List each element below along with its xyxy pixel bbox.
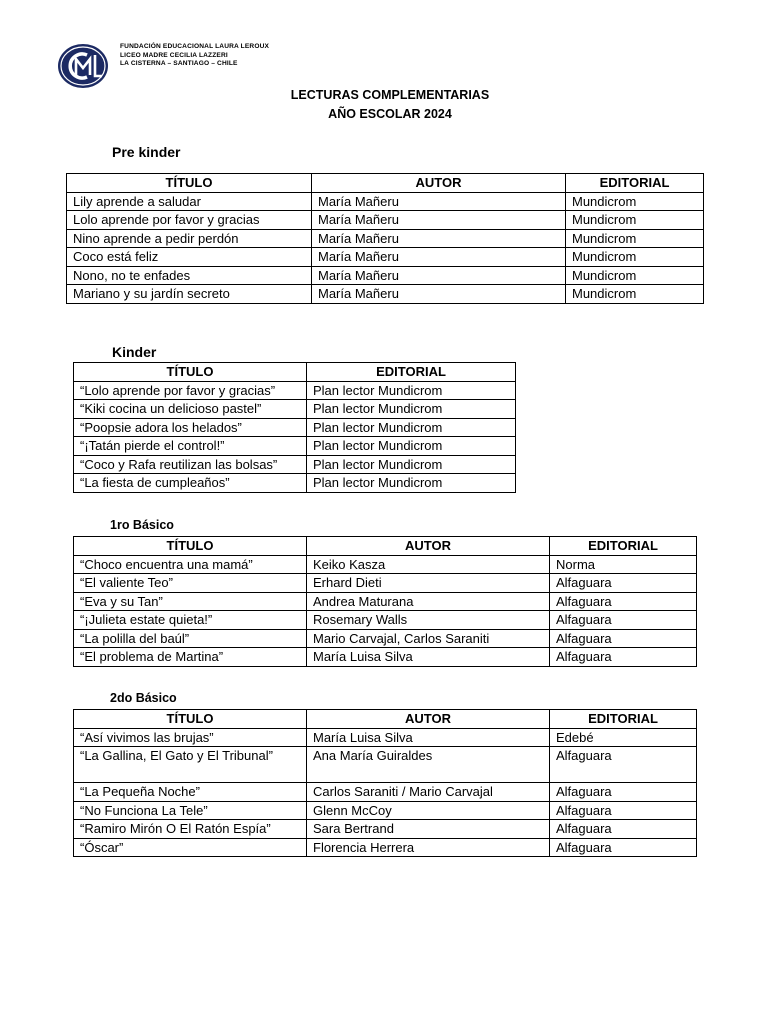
cell-editorial: Alfaguara: [550, 648, 697, 667]
cell-titulo: “El problema de Martina”: [74, 648, 307, 667]
table-row: [74, 474, 516, 493]
cell-titulo: “Óscar”: [74, 838, 307, 857]
cell-editorial: Mundicrom: [566, 192, 704, 211]
cell-autor: Sara Bertrand: [307, 820, 550, 839]
header-autor: AUTOR: [307, 710, 550, 729]
table-row: [74, 629, 697, 648]
header-editorial: EDITORIAL: [307, 363, 516, 382]
table-prekinder: [66, 173, 704, 304]
cell-autor: Glenn McCoy: [307, 801, 550, 820]
cell-titulo: Lily aprende a saludar: [67, 192, 312, 211]
cell-autor: María Mañeru: [312, 229, 566, 248]
cell-titulo: “Lolo aprende por favor y gracias”: [74, 381, 307, 400]
table-2do-basico: [73, 709, 697, 857]
cell-autor: Andrea Maturana: [307, 592, 550, 611]
table-row: [67, 229, 704, 248]
cell-editorial: Alfaguara: [550, 747, 697, 783]
cell-autor: Ana María Guiraldes: [307, 747, 550, 783]
table-header-row: [74, 363, 516, 382]
table-row: [67, 248, 704, 267]
cell-editorial: Plan lector Mundicrom: [307, 437, 516, 456]
cell-autor: María Luisa Silva: [307, 728, 550, 747]
cell-editorial: Mundicrom: [566, 266, 704, 285]
cell-editorial: Mundicrom: [566, 248, 704, 267]
cell-titulo: “Ramiro Mirón O El Ratón Espía”: [74, 820, 307, 839]
header-editorial: EDITORIAL: [566, 174, 704, 193]
table-row: [74, 592, 697, 611]
cell-titulo: “Así vivimos las brujas”: [74, 728, 307, 747]
cell-titulo: “La fiesta de cumpleaños”: [74, 474, 307, 493]
table-row: [74, 747, 697, 783]
cell-editorial: Alfaguara: [550, 574, 697, 593]
section-heading-1ro-basico: 1ro Básico: [110, 518, 174, 532]
table-row: [74, 820, 697, 839]
table-1ro-basico: [73, 536, 697, 667]
cell-editorial: Plan lector Mundicrom: [307, 400, 516, 419]
cell-titulo: “La Pequeña Noche”: [74, 783, 307, 802]
header-titulo: TÍTULO: [67, 174, 312, 193]
cell-editorial: Alfaguara: [550, 783, 697, 802]
cell-editorial: Alfaguara: [550, 820, 697, 839]
header-editorial: EDITORIAL: [550, 537, 697, 556]
cell-editorial: Plan lector Mundicrom: [307, 474, 516, 493]
section-heading-kinder: Kinder: [112, 344, 157, 360]
table-row: [74, 648, 697, 667]
cell-editorial: Plan lector Mundicrom: [307, 455, 516, 474]
header-autor: AUTOR: [312, 174, 566, 193]
cell-editorial: Plan lector Mundicrom: [307, 418, 516, 437]
cell-titulo: Coco está feliz: [67, 248, 312, 267]
document-title: LECTURAS COMPLEMENTARIAS: [290, 88, 490, 102]
cell-autor: Rosemary Walls: [307, 611, 550, 630]
cell-editorial: Alfaguara: [550, 592, 697, 611]
cell-titulo: “Coco y Rafa reutilizan las bolsas”: [74, 455, 307, 474]
table-row: [74, 574, 697, 593]
table-row: [74, 455, 516, 474]
cell-autor: María Mañeru: [312, 248, 566, 267]
cell-editorial: Alfaguara: [550, 801, 697, 820]
header-titulo: TÍTULO: [74, 363, 307, 382]
cell-titulo: “La polilla del baúl”: [74, 629, 307, 648]
table-row: [74, 418, 516, 437]
table-kinder: [73, 362, 516, 493]
table-header-row: [67, 174, 704, 193]
institution-header: [120, 43, 269, 69]
cell-titulo: “Eva y su Tan”: [74, 592, 307, 611]
cell-autor: María Luisa Silva: [307, 648, 550, 667]
cell-titulo: “Choco encuentra una mamá”: [74, 555, 307, 574]
cell-editorial: Edebé: [550, 728, 697, 747]
cell-titulo: “No Funciona La Tele”: [74, 801, 307, 820]
cell-titulo: Mariano y su jardín secreto: [67, 285, 312, 304]
table-row: [74, 728, 697, 747]
table-row: [74, 437, 516, 456]
table-header-row: [74, 710, 697, 729]
cell-editorial: Alfaguara: [550, 838, 697, 857]
cell-titulo: “Kiki cocina un delicioso pastel”: [74, 400, 307, 419]
cell-titulo: Lolo aprende por favor y gracias: [67, 211, 312, 230]
school-logo: [57, 43, 109, 89]
institution-line: LICEO MADRE CECILIA LAZZERI: [120, 51, 228, 59]
cell-autor: Keiko Kasza: [307, 555, 550, 574]
cell-autor: Erhard Dieti: [307, 574, 550, 593]
cell-titulo: “El valiente Teo”: [74, 574, 307, 593]
cell-titulo: Nino aprende a pedir perdón: [67, 229, 312, 248]
section-heading-prekinder: Pre kinder: [112, 144, 181, 160]
cell-titulo: Nono, no te enfades: [67, 266, 312, 285]
cell-titulo: “La Gallina, El Gato y El Tribunal”: [74, 747, 307, 783]
table-row: [74, 381, 516, 400]
cell-autor: Carlos Saraniti / Mario Carvajal: [307, 783, 550, 802]
table-row: [67, 211, 704, 230]
cell-titulo: “¡Julieta estate quieta!”: [74, 611, 307, 630]
table-row: [74, 611, 697, 630]
header-titulo: TÍTULO: [74, 710, 307, 729]
table-row: [67, 285, 704, 304]
table-row: [67, 192, 704, 211]
cell-autor: María Mañeru: [312, 192, 566, 211]
cell-autor: María Mañeru: [312, 266, 566, 285]
cell-autor: María Mañeru: [312, 211, 566, 230]
header-editorial: EDITORIAL: [550, 710, 697, 729]
table-header-row: [74, 537, 697, 556]
cell-editorial: Mundicrom: [566, 229, 704, 248]
institution-line: FUNDACIÓN EDUCACIONAL LAURA LEROUX: [120, 43, 270, 50]
cell-editorial: Mundicrom: [566, 285, 704, 304]
table-row: [67, 266, 704, 285]
cell-titulo: “Poopsie adora los helados”: [74, 418, 307, 437]
table-row: [74, 555, 697, 574]
cell-editorial: Norma: [550, 555, 697, 574]
header-autor: AUTOR: [307, 537, 550, 556]
cell-editorial: Alfaguara: [550, 611, 697, 630]
cell-autor: María Mañeru: [312, 285, 566, 304]
cell-autor: Florencia Herrera: [307, 838, 550, 857]
institution-line: LA CISTERNA – SANTIAGO – CHILE: [120, 60, 238, 68]
table-row: [74, 400, 516, 419]
cell-titulo: “¡Tatán pierde el control!”: [74, 437, 307, 456]
table-row: [74, 783, 697, 802]
section-heading-2do-basico: 2do Básico: [110, 691, 177, 705]
cell-autor: Mario Carvajal, Carlos Saraniti: [307, 629, 550, 648]
document-subtitle: AÑO ESCOLAR 2024: [328, 107, 452, 121]
table-row: [74, 801, 697, 820]
cell-editorial: Alfaguara: [550, 629, 697, 648]
header-titulo: TÍTULO: [74, 537, 307, 556]
cell-editorial: Plan lector Mundicrom: [307, 381, 516, 400]
table-row: [74, 838, 697, 857]
cell-editorial: Mundicrom: [566, 211, 704, 230]
